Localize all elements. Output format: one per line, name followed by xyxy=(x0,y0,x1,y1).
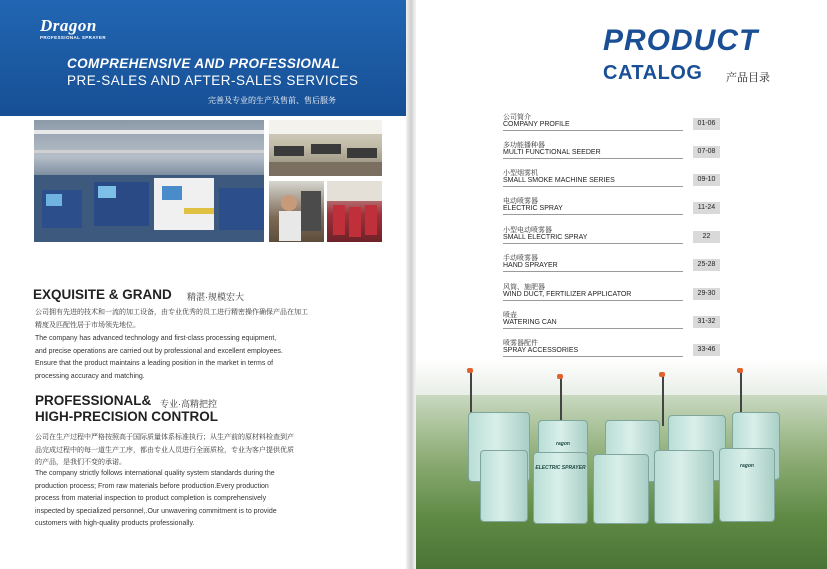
toc-divider xyxy=(503,186,683,187)
toc-item[interactable] xyxy=(503,310,720,336)
sprayer-brand-label: ragon xyxy=(556,441,570,447)
toc-item-cn: 喷雾器配件 xyxy=(503,340,538,347)
toc-divider xyxy=(503,300,683,301)
section2-body-en: The company strictly follows international quality system standards during the production process; From raw materials before production.Every production process from material inspection to product completion is comprehensively inspected by specialized personnel,.Our unwavering commitment is to provide customers with high-quality products professionally. xyxy=(35,470,277,528)
toc-item-cn: 公司简介 xyxy=(503,114,531,121)
toc-item-en: WIND DUCT, FERTILIZER APPLICATOR xyxy=(503,291,632,298)
section2-title-line1: PROFESSIONAL& xyxy=(35,393,152,408)
spray-wand xyxy=(662,376,664,426)
brand-subtitle: PROFESSIONAL SPRAYER xyxy=(40,35,107,40)
brand-logo xyxy=(40,16,106,40)
header-title-line1: COMPREHENSIVE AND PROFESSIONAL xyxy=(67,56,341,71)
toc-divider xyxy=(503,130,683,131)
toc-item-en: MULTI FUNCTIONAL SEEDER xyxy=(503,149,601,156)
toc-item[interactable] xyxy=(503,140,720,166)
toc-item-cn: 风筒、施肥器 xyxy=(503,284,545,291)
toc-item-en: HAND SPRAYER xyxy=(503,262,558,269)
book-spine xyxy=(406,0,416,569)
section1-title-cn: 精湛·规模宏大 xyxy=(187,292,244,302)
toc-item[interactable] xyxy=(503,253,720,279)
toc-divider xyxy=(503,356,683,357)
toc-divider xyxy=(503,243,683,244)
toc-item[interactable] xyxy=(503,225,720,251)
toc-page-badge: 25-28 xyxy=(693,259,720,271)
spray-nozzle xyxy=(467,368,473,373)
toc-item-en: SMALL ELECTRIC SPRAY xyxy=(503,234,588,241)
toc-page-badge: 07-08 xyxy=(693,146,720,158)
toc-item[interactable] xyxy=(503,282,720,308)
toc-item-en: SMALL SMOKE MACHINE SERIES xyxy=(503,177,615,184)
section2-title-cn: 专业·高精把控 xyxy=(160,399,217,409)
toc-item-cn: 手动喷雾器 xyxy=(503,255,538,262)
toc-divider xyxy=(503,214,683,215)
catalog-title-catalog: CATALOG xyxy=(603,62,703,84)
sprayer-brand-label: ELECTRIC SPRAYER xyxy=(535,465,586,471)
spray-nozzle xyxy=(557,374,563,379)
section2-body-cn: 公司在生产过程中严格按照高于国际质量体系标准执行；从生产前的原材料检查到产品完成过程中的每一道生产工序，都由专业人员进行全面质检，专业为客户提供优质的产品，是我们不变的承诺。 xyxy=(35,434,294,467)
toc-item-en: SPRAY ACCESSORIES xyxy=(503,347,579,354)
section2-title-line2: HIGH-PRECISION CONTROL xyxy=(35,409,219,424)
toc-divider xyxy=(503,271,683,272)
toc-item-en: COMPANY PROFILE xyxy=(503,121,570,128)
workshop-graphic-2 xyxy=(327,181,382,242)
sprayer-product xyxy=(480,450,528,522)
toc-item-cn: 小型烟雾机 xyxy=(503,170,538,177)
workshop-photo-1 xyxy=(269,181,324,242)
sprayer-product xyxy=(654,450,714,524)
catalog-title-cn: 产品目录 xyxy=(726,72,770,84)
toc-page-badge: 09-10 xyxy=(693,174,720,186)
brand-logo-initial: D xyxy=(40,16,53,35)
workshop-photo-2 xyxy=(327,181,382,242)
toc-page-badge: 33-46 xyxy=(693,344,720,356)
toc-divider xyxy=(503,328,683,329)
sprayer-product xyxy=(533,452,588,524)
left-page xyxy=(0,0,412,569)
office-desks-graphic xyxy=(269,120,382,176)
sprayer-product xyxy=(719,448,775,522)
catalog-title-product: PRODUCT xyxy=(603,24,759,57)
brand-logo-text: ragon xyxy=(52,16,97,35)
header-title-line2: PRE-SALES AND AFTER-SALES SERVICES xyxy=(67,73,359,88)
toc-page-badge: 29-30 xyxy=(693,288,720,300)
toc-page-badge: 22 xyxy=(693,231,720,243)
toc-item-en: ELECTRIC SPRAY xyxy=(503,205,563,212)
toc-item-en: WATERING CAN xyxy=(503,319,557,326)
factory-machines-graphic xyxy=(34,120,264,242)
section1-body-en: The company has advanced technology and first-class processing equipment, and precise operations are carried out by professional and excellent employees. Ensure that the product maintains a leading position in the market in terms of processing accuracy and matching. xyxy=(35,335,283,380)
toc-page-badge: 31-32 xyxy=(693,316,720,328)
toc-page-badge: 01-06 xyxy=(693,118,720,130)
toc-item-cn: 喷壶 xyxy=(503,312,517,319)
section1-body-cn: 公司拥有先进的技术和一流的加工设备，由专业优秀的员工进行精密操作确保产品在加工精度及匹配性居于市场领先地位。 xyxy=(35,309,308,329)
toc-item-cn: 电动喷雾器 xyxy=(503,198,538,205)
toc-item[interactable] xyxy=(503,196,720,222)
toc-item-cn: 多功能播种器 xyxy=(503,142,545,149)
toc-page-badge: 11-24 xyxy=(693,202,720,214)
header-title-cn: 完善及专业的生产及售前、售后服务 xyxy=(208,96,336,105)
workshop-graphic-1 xyxy=(269,181,324,242)
section1-title: EXQUISITE & GRAND xyxy=(33,287,172,302)
toc-divider xyxy=(503,158,683,159)
factory-floor-photo xyxy=(34,120,264,242)
sprayer-brand-label: ragon xyxy=(740,463,754,469)
toc-item[interactable] xyxy=(503,168,720,194)
spray-nozzle xyxy=(737,368,743,373)
sprayer-product xyxy=(593,454,649,524)
toc-item-cn: 小型电动喷雾器 xyxy=(503,227,552,234)
toc-item[interactable] xyxy=(503,112,720,138)
spray-nozzle xyxy=(659,372,665,377)
office-photo xyxy=(269,120,382,176)
